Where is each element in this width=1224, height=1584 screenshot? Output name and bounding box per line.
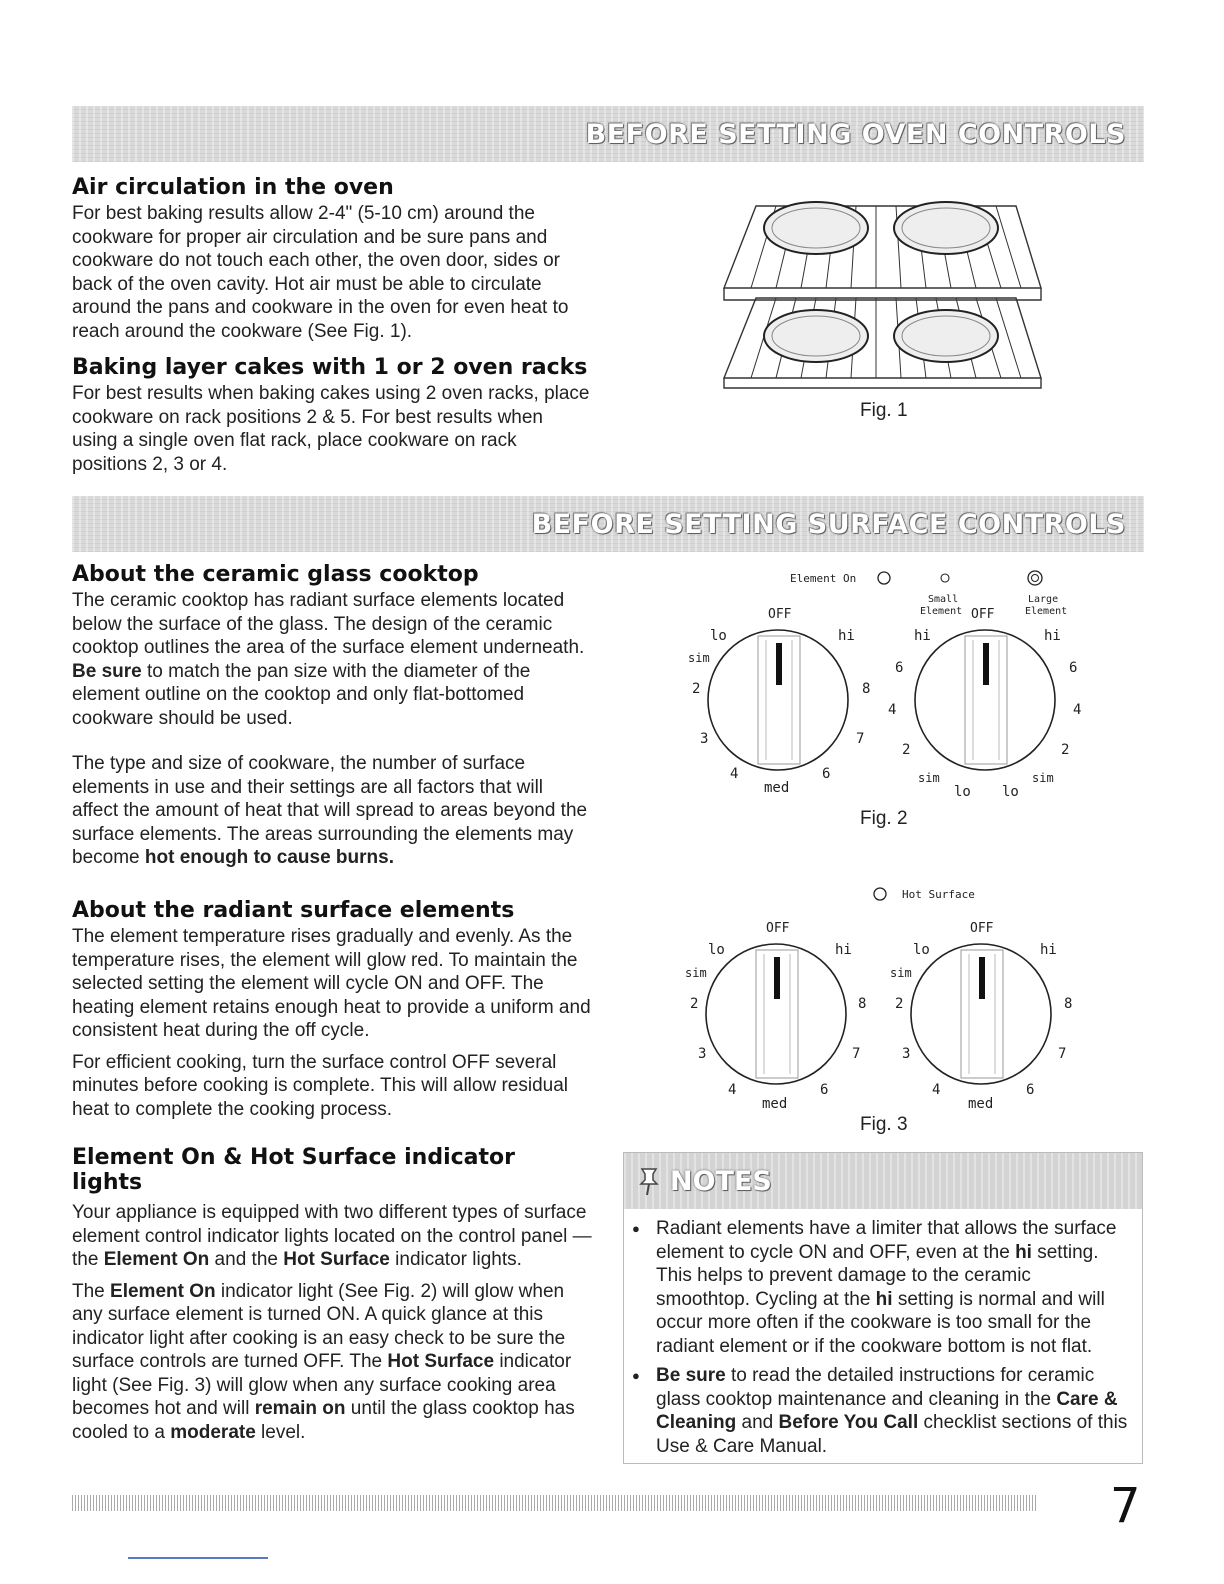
svg-text:sim: sim — [918, 771, 940, 785]
footer-link-underline — [128, 1557, 268, 1559]
indicator-lights-heading: Element On & Hot Surface indicator lights — [72, 1145, 515, 1195]
svg-text:4: 4 — [728, 1082, 737, 1098]
oven-racks-illustration — [716, 188, 1046, 393]
notes-list — [624, 1217, 1142, 1458]
indicator-lights-p1: Your appliance is equipped with two different types of surface element control indicator lights located on the control panel — the Element On and the Hot Surface indicator lights. — [72, 1202, 592, 1270]
svg-text:lo: lo — [913, 942, 930, 958]
svg-text:4: 4 — [932, 1082, 941, 1098]
svg-text:lo: lo — [710, 628, 727, 644]
svg-text:3: 3 — [698, 1046, 707, 1062]
svg-text:7: 7 — [1058, 1046, 1067, 1062]
page-number: 7 — [1110, 1478, 1141, 1534]
svg-text:8: 8 — [1064, 996, 1073, 1012]
knob4 — [911, 944, 1051, 1084]
indicator-lights-p2: The Element On indicator light (See Fig. 2) will glow when any surface element is turned ON. A quick glance at this indicator light after cooking is an easy check to be sure the surface controls are turned OFF. The Hot Surface indicator light (See Fig. 3) will glow when any surface cooking area becomes hot and will remain on until the glass cooktop has cooled to a moderate level. — [72, 1280, 575, 1443]
knob1-off-label: OFF — [768, 607, 792, 622]
radiant-elements-p1: The element temperature rises gradually and evenly. As the temperature rises, the element will glow red. To maintain the selected setting the element will cycle ON and OFF. The heating element retains enough heat to provide a uniform and consistent heat during the off cycle. — [72, 926, 591, 1041]
notes-title: NOTES — [670, 1165, 772, 1197]
svg-text:sim: sim — [685, 966, 707, 980]
ceramic-cooktop-section — [72, 562, 592, 878]
element-on-light-icon — [878, 572, 890, 584]
svg-text:6: 6 — [822, 766, 831, 782]
svg-text:med: med — [762, 1096, 788, 1112]
svg-text:med: med — [968, 1096, 994, 1112]
fig1-caption: Fig. 1 — [860, 400, 908, 421]
layer-cakes-text: For best results when baking cakes using 2 oven racks, place cookware on rack positions 2 & 5. For best results when using a single oven flat rack, place cookware on rack positions 2, 3 or 4. — [72, 383, 590, 475]
layer-cakes-heading: Baking layer cakes with 1 or 2 oven racks — [72, 355, 588, 380]
small-element-indicator-icon — [941, 574, 949, 582]
svg-text:6: 6 — [1026, 1082, 1035, 1098]
small-label: Small — [928, 594, 959, 605]
hot-surface-label: Hot Surface — [902, 888, 975, 901]
svg-text:hi: hi — [838, 628, 855, 644]
svg-text:3: 3 — [700, 731, 709, 747]
svg-text:sim: sim — [890, 966, 912, 980]
pushpin-icon — [638, 1166, 660, 1196]
indicator-lights-section — [72, 1145, 592, 1452]
large-element-indicator-icon — [1028, 571, 1042, 585]
knob2 — [915, 630, 1055, 770]
large-element-label: Element — [1025, 606, 1068, 617]
surface-controls-title: BEFORE SETTING SURFACE CONTROLS — [531, 508, 1126, 540]
fig2-caption: Fig. 2 — [860, 808, 908, 829]
fig2-element-on-knobs — [680, 568, 1080, 808]
svg-text:6: 6 — [1069, 660, 1078, 676]
knob3-off-label: OFF — [766, 921, 790, 936]
knob4-off-label: OFF — [970, 921, 994, 936]
svg-text:7: 7 — [856, 731, 865, 747]
note-item: ● Be sure to read the detailed instructions for ceramic glass cooktop maintenance and cleaning in the Care & Cleaning and Before You Call checklist sections of this Use & Care Manual. — [656, 1364, 1128, 1458]
element-on-label: Element On — [790, 572, 857, 585]
large-label: Large — [1028, 594, 1059, 605]
svg-text:lo: lo — [708, 942, 725, 958]
svg-text:med: med — [764, 780, 790, 796]
svg-text:8: 8 — [862, 681, 871, 697]
knob1 — [708, 630, 848, 770]
svg-text:4: 4 — [730, 766, 739, 782]
radiant-elements-heading: About the radiant surface elements — [72, 898, 515, 923]
svg-text:hi: hi — [1040, 942, 1057, 958]
oven-controls-banner — [72, 106, 1144, 162]
fig3-hot-surface-knobs — [680, 882, 1080, 1122]
svg-text:3: 3 — [902, 1046, 911, 1062]
note-item: ● Radiant elements have a limiter that allows the surface element to cycle ON and OFF, even at the hi setting. This helps to prevent damage to the ceramic smoothtop. Cycling at the hi setting is normal and will occur more often if the cookware is too small for the radiant element or if the cookware bottom is not flat. — [656, 1217, 1128, 1358]
hot-surface-light-icon — [874, 888, 886, 900]
knob3 — [706, 944, 846, 1084]
svg-text:2: 2 — [692, 681, 701, 697]
svg-text:hi: hi — [1044, 628, 1061, 644]
air-circulation-heading: Air circulation in the oven — [72, 175, 394, 200]
fig3-caption: Fig. 3 — [860, 1114, 908, 1135]
notes-box — [623, 1152, 1143, 1464]
svg-text:lo: lo — [954, 784, 971, 800]
svg-text:sim: sim — [1032, 771, 1054, 785]
small-element-label: Element — [920, 606, 963, 617]
ceramic-cooktop-p2: The type and size of cookware, the number of surface elements in use and their settings are all factors that will affect the amount of heat that will spread to areas beyond the surface elements. The areas surrounding the elements may become hot enough to cause burns. — [72, 753, 588, 868]
radiant-elements-p2: For efficient cooking, turn the surface control OFF several minutes before cooking is complete. This will allow residual heat to complete the cooking process. — [72, 1051, 568, 1120]
footer-bar — [72, 1495, 1038, 1511]
knob2-off-label: OFF — [971, 607, 995, 622]
svg-text:7: 7 — [852, 1046, 861, 1062]
radiant-elements-section — [72, 898, 592, 1129]
svg-text:6: 6 — [895, 660, 904, 676]
svg-text:2: 2 — [690, 996, 699, 1012]
svg-text:2: 2 — [1061, 742, 1070, 758]
ceramic-cooktop-p1: The ceramic cooktop has radiant surface elements located below the surface of the glass. The design of the ceramic cooktop outlines the area of the surface element underneath. Be sure to match the pan size with the diameter of the element outline on the cooktop and only flat-bottomed cookware should be used. — [72, 590, 585, 729]
svg-text:hi: hi — [914, 628, 931, 644]
svg-text:4: 4 — [888, 702, 897, 718]
svg-text:8: 8 — [858, 996, 867, 1012]
svg-text:sim: sim — [688, 651, 710, 665]
air-circulation-text: For best baking results allow 2-4" (5-10 cm) around the cookware for proper air circulation and be sure pans and cookware do not touch each other, the oven door, sides or back of the oven cavity. Hot air must be able to circulate around the pans and cookware in the oven for even heat to reach around the cookware (See Fig. 1). — [72, 203, 569, 342]
surface-controls-banner — [72, 496, 1144, 552]
svg-text:2: 2 — [902, 742, 911, 758]
svg-text:lo: lo — [1002, 784, 1019, 800]
svg-text:2: 2 — [895, 996, 904, 1012]
svg-text:hi: hi — [835, 942, 852, 958]
air-circulation-section — [72, 175, 592, 484]
svg-text:4: 4 — [1073, 702, 1082, 718]
notes-header — [624, 1153, 1142, 1209]
oven-controls-title: BEFORE SETTING OVEN CONTROLS — [585, 118, 1126, 150]
svg-text:6: 6 — [820, 1082, 829, 1098]
ceramic-cooktop-heading: About the ceramic glass cooktop — [72, 562, 479, 587]
